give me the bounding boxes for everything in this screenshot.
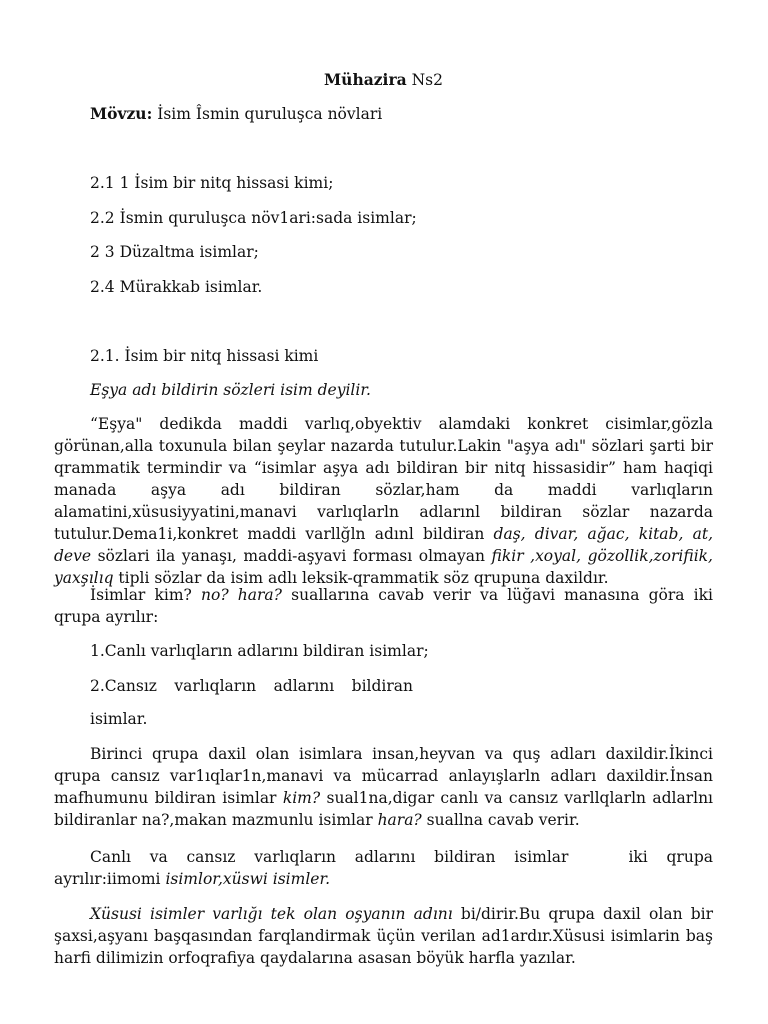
list-item-2 [90, 675, 413, 697]
p4-text-2: iki qrupa ayrılır:iimomi [54, 848, 713, 888]
p1-text-2: sözlari ila yanaşı, maddi-aşyavi forması olmayan [91, 547, 492, 565]
outline-item: 2.1 1 İsim bir nitq hissasi kimi; [90, 174, 334, 192]
paragraph-3 [54, 743, 713, 831]
title-bold: Mühazira [324, 70, 407, 89]
paragraph-2 [54, 584, 713, 628]
outline-item: 2.4 Mürakkab isimlar. [90, 278, 263, 296]
topic-label: Mövzu: [90, 104, 153, 123]
list2-word: bildiran [351, 677, 413, 695]
p3-italic-1: kim? [282, 789, 321, 807]
p1-italic-1: daş, divar, ağac, kitab, at, deve [54, 525, 713, 565]
p4-italic-1: isimlor,xüswi isimler. [165, 870, 331, 888]
p3-text-2: sual1na,digar canlı va cansız varllqlarln adlarlnı bildiranlar na?,makan mazmunlu isimlar [54, 789, 714, 829]
topic-text: İsim Îsmin quruluşca növlari [152, 105, 383, 123]
list2-word: varlıqların [174, 677, 257, 695]
p1-italic-2: fikir ,xoyal, gözollik,zorifiik, yaxşılıq [54, 547, 713, 587]
list-item-2-continuation: isimlar. [90, 710, 148, 728]
p5-italic-1: Xüsusi isimler varlığı tek olan oşyanın adını [90, 905, 453, 923]
paragraph-1 [54, 413, 713, 589]
title-number: Ns2 [406, 71, 443, 89]
p2-text-1: İsimlar kim? [90, 586, 202, 604]
p3-italic-2: hara? [377, 811, 422, 829]
paragraph-4 [54, 846, 713, 890]
list-item-1: 1.Canlı varlıqların adlarını bildiran isimlar; [90, 642, 429, 660]
definition-line [54, 379, 713, 401]
p3-text-1: Birinci qrupa daxil olan isimlara insan,heyvan va quş adları daxildir.İkinci qrupa cansız var1ıqlar1n,manavi va mücarrad anlayışlarln adları daxildir.İnsan mafhumunu bildiran isimlar [54, 745, 713, 807]
list2-word: adlarını [273, 677, 335, 695]
outline-item: 2 3 Düzaltma isimlar; [90, 243, 259, 261]
list2-word: 2.Cansız [90, 677, 157, 695]
lecture-title [54, 69, 713, 91]
definition-text: Eşya adı bildirin sözleri isim deyilir. [90, 381, 371, 399]
p1-text-3: tipli sözlar da isim adlı leksik-qrammatik söz qrupuna daxildır. [113, 569, 609, 587]
outline-item: 2.2 İsmin quruluşca növ1ari:sada isimlar; [90, 209, 417, 227]
section-heading: 2.1. İsim bir nitq hissasi kimi [90, 347, 319, 365]
p2-text-2: suallarına cavab verir va lüğavi manasına göra iki qrupa ayrılır: [54, 586, 713, 626]
p5-text-1: bi/dirir.Bu qrupa daxil olan bir şaxsi,aşyanı başqasından farqlandirmak üçün verilan ad1ardır.Xüsusi isimlarin baş harfi dilimizin orfoqrafiya qaydalarına asasan böyük harfla yazılar. [54, 905, 714, 967]
p4-text-1: Canlı va cansız varlıqların adlarını bildiran isimlar [90, 848, 569, 866]
p3-text-3: suallna cavab verir. [421, 811, 580, 829]
paragraph-5 [54, 903, 713, 969]
p2-italic-1: no? hara? [201, 586, 282, 604]
p1-text-1: “Eşya" dedikda maddi varlıq,obyektiv alamdaki konkret cisimlar,gözla görünan,alla toxunula bilan şeylar nazarda tutulur.Lakin "aşya adı" sözlari şarti bir qrammatik termindir va “isimlar aşya adı bildiran bir nitq hissasidir” ham haqiqi manada aşya adı bildiran sözlar,ham da maddi varlıqların alamatini,xüsusiyyatini,manavi varlıqlarln adlarınl bildiran sözlar nazarda tutulur.Dema1i,konkret maddi varllğln adınl bildiran [54, 415, 713, 543]
topic-line [54, 103, 713, 125]
